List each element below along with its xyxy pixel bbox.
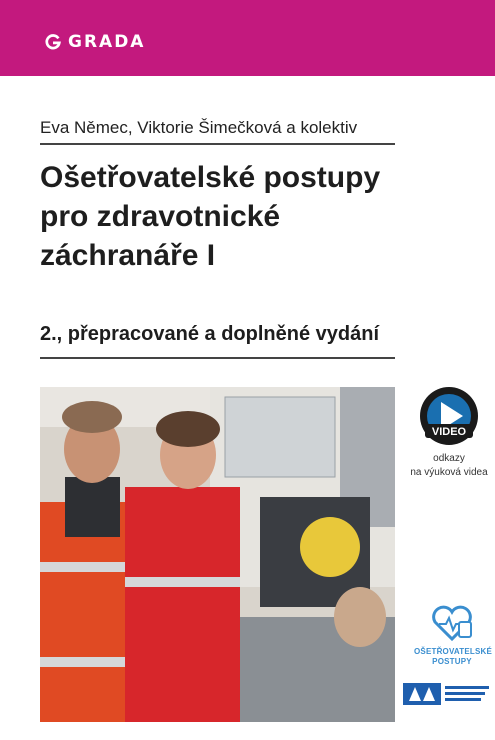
series-logo <box>414 604 493 667</box>
book-authors: Eva Němec, Viktorie Šimečková a kolektiv <box>40 118 358 137</box>
title-line: Ošetřovatelské postupy <box>40 161 381 194</box>
video-badge <box>404 386 494 479</box>
book-edition: 2., přepracované a doplněné vydání <box>40 323 380 345</box>
divider-bottom <box>40 357 395 359</box>
title-line: pro zdravotnické <box>40 200 281 233</box>
series-name-line2: POSTUPY <box>432 657 472 666</box>
video-label: VIDEO <box>431 426 467 438</box>
publisher-logo <box>44 32 145 52</box>
grada-logo-icon <box>44 33 62 51</box>
series-name-line1: OŠETŘOVATELSKÉ <box>414 647 493 656</box>
divider-top <box>40 143 395 145</box>
book-title <box>40 158 440 275</box>
faculty-logo-icon <box>403 683 491 705</box>
video-play-icon <box>419 386 479 446</box>
video-caption-2: na výuková videa <box>410 467 488 478</box>
video-caption-1: odkazy <box>433 453 465 464</box>
title-line: záchranáře I <box>40 239 216 272</box>
publisher-banner <box>0 0 495 76</box>
cover-photo <box>40 387 395 722</box>
heart-clipboard-icon <box>430 604 474 642</box>
publisher-name: GRADA <box>68 32 146 52</box>
